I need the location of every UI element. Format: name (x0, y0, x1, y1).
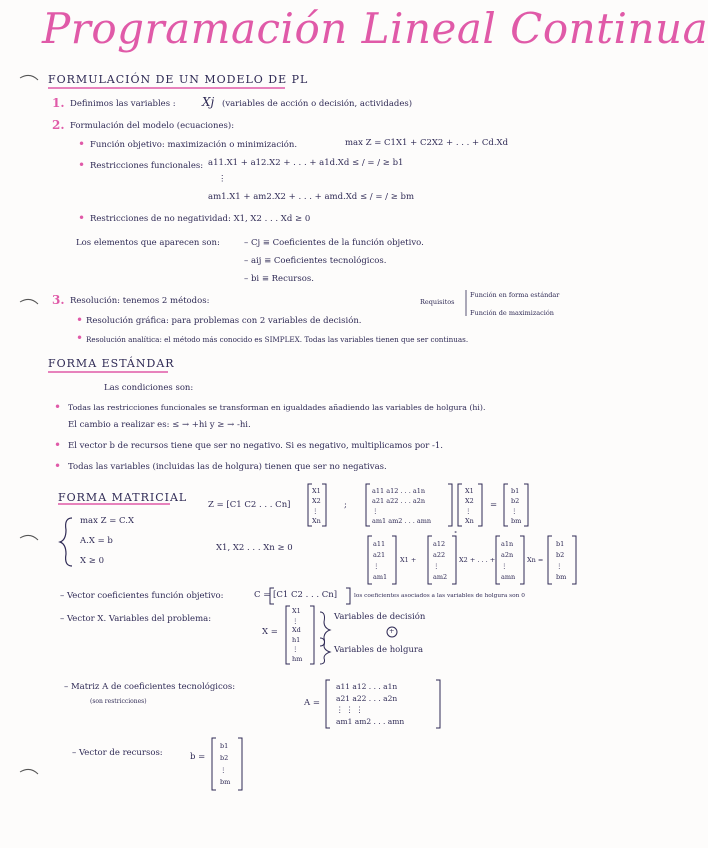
element-aij: – aij ≡ Coeficientes tecnológicos. (244, 256, 387, 266)
graphic-resolution: Resolución gráfica: para problemas con 2 variables de decisión. (86, 316, 362, 326)
plus-sign: + (389, 627, 395, 635)
column-vector-2: a12 a22 ⋮ am2 (433, 540, 448, 581)
nonneg-restrictions: Restricciones de no negatividad: X1, X2 . . . Xd ≥ 0 (90, 214, 311, 224)
slack-variables-label: Variables de holgura (334, 645, 424, 655)
bullet-icon: • (78, 137, 86, 151)
column-vector-1: a11 a21 ⋮ am1 (373, 540, 388, 581)
item-text-1: Definimos las variables : (70, 99, 176, 109)
resources-vector-eq: b = (190, 752, 206, 762)
x-variables-label: – Vector X. Variables del problema: (60, 614, 212, 624)
cost-vector: C = [C1 C2 . . . Cn] (254, 590, 338, 600)
cost-vector-label: – Vector coeficientes función objetivo: (60, 591, 224, 601)
x-vector-2: X1 X2 ⋮ Xn (465, 487, 474, 525)
system-line-1: max Z = C.X (80, 516, 135, 526)
section-heading-formulacion: FORMULACIÓN DE UN MODELO DE PL (48, 73, 309, 86)
bullet-icon: • (54, 400, 62, 414)
restriction-row-1: a11.X1 + a12.X2 + . . . + a1d.Xd ≤ / = / ≥ b1 (208, 158, 404, 168)
item-text-3: Resolución: tenemos 2 métodos: (70, 296, 210, 306)
restriction-row-2: am1.X1 + am2.X2 + . . . + amd.Xd ≤ / = / ≥ bm (208, 192, 415, 202)
x-vector: X1 X2 ⋮ Xn (312, 487, 321, 525)
bullet-icon: • (76, 313, 84, 327)
a-matrix-eq: A = (304, 698, 320, 708)
restrictions-label: Restricciones funcionales: (90, 161, 204, 171)
analytic-resolution: Resolución analítica: el método más conocido es SIMPLEX. Todas las variables tienen que ser continuas. (86, 335, 469, 344)
bullet-icon: • (54, 459, 62, 473)
condition-3: Todas las variables (incluidas las de holgura) tienen que ser no negativas. (68, 462, 387, 472)
condition-2: El vector b de recursos tiene que ser no negativo. Si es negativo, multiplicamos por -1. (68, 441, 444, 451)
section-heading-forma-matricial: FORMA MATRICIAL (58, 491, 188, 504)
resources-vector: b1 b2 ⋮ bm (220, 742, 231, 786)
restriction-vdots: ⋮ (218, 174, 227, 184)
conditions-intro: Las condiciones son: (104, 383, 194, 393)
resources-vector-label: – Vector de recursos: (72, 748, 163, 758)
item-number-2: 2. (52, 118, 65, 132)
z-equation: Z = [C1 C2 . . . Cn] (208, 500, 291, 510)
a-matrix-note: (son restricciones) (90, 698, 147, 705)
column-vector-3: a1n a2n ⋮ amn (501, 540, 516, 581)
semicolon: ; (344, 500, 347, 510)
bullet-icon: • (78, 158, 86, 172)
a-matrix-label: – Matriz A de coeficientes tecnológicos: (64, 682, 236, 692)
item-var-1: Xj (202, 95, 215, 109)
equals-sign: = (490, 500, 498, 510)
x-variables-eq: X = (262, 627, 278, 637)
condition-1a: Todas las restricciones funcionales se transforman en igualdades añadiendo las variables de holgura (hi). (68, 403, 486, 412)
item-text-2: Formulación del modelo (ecuaciones): (70, 121, 235, 131)
item-number-3: 3. (52, 293, 65, 307)
item-note-1: (variables de acción o decisión, actividades) (222, 99, 413, 109)
col-plus-2: X2 + . . . + (459, 556, 496, 564)
column-vector-b: b1 b2 ⋮ bm (556, 540, 567, 581)
col-plus-3: Xn = (527, 556, 544, 564)
page-title: Programación Lineal Continua (42, 4, 708, 53)
requirements-label: Requisitos (420, 298, 455, 306)
x-nonneg: X1, X2 . . . Xn ≥ 0 (216, 543, 293, 553)
x-variables-vector: X1 ⋮ Xd h1 ⋮ hm (292, 607, 303, 663)
objective-label: Función objetivo: maximización o minimización. (90, 140, 298, 150)
system-line-2: A.X = b (80, 536, 113, 546)
circle-mark: ∘ (454, 528, 458, 536)
condition-1b: El cambio a realizar es: ≤ → +hi y ≥ → -hi. (68, 420, 251, 430)
bullet-icon: • (76, 331, 84, 345)
system-line-3: X ≥ 0 (80, 556, 104, 566)
decision-variables-label: Variables de decisión (334, 612, 426, 622)
bullet-icon: • (78, 211, 86, 225)
objective-formula: max Z = C1X1 + C2X2 + . . . + Cd.Xd (345, 138, 509, 148)
a-matrix-2: a11 a12 . . . a1n a21 a22 . . . a2n ⋮ ⋮ ⋮ am1 am2 . . . amn (336, 682, 405, 726)
col-plus-1: X1 + (400, 556, 417, 564)
elements-label: Los elementos que aparecen son: (76, 238, 220, 248)
requirement-standard-form: Función en forma estándar (470, 291, 560, 299)
element-cj: – Cj ≡ Coeficientes de la función objetivo. (244, 238, 424, 248)
section-heading-forma-estandar: FORMA ESTÁNDAR (48, 357, 175, 370)
bullet-icon: • (54, 438, 62, 452)
b-vector: b1 b2 ⋮ bm (511, 487, 522, 525)
cost-vector-note: los coeficientes asociados a las variables de holgura son 0 (354, 593, 525, 599)
requirement-maximization: Función de maximización (470, 309, 554, 317)
a-matrix: a11 a12 . . . a1n a21 a22 . . . a2n ⋮ am1 am2 . . . amn (372, 487, 432, 525)
element-bi: – bi ≡ Recursos. (244, 274, 314, 284)
item-number-1: 1. (52, 96, 65, 110)
